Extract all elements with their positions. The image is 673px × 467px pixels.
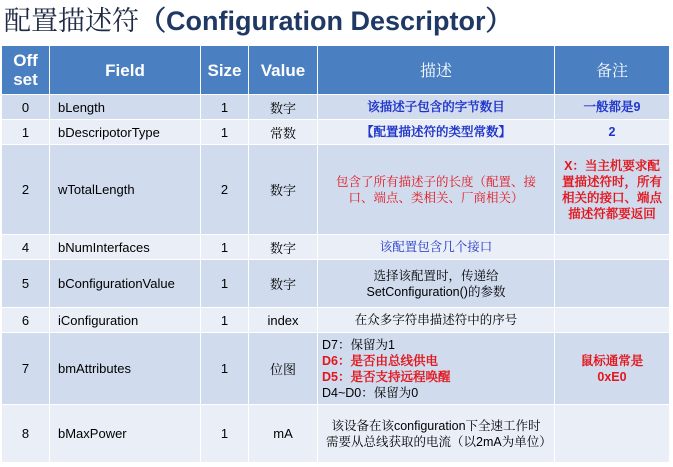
header-size: Size: [201, 46, 249, 95]
desc-line-d7: D7：保留为1: [322, 337, 395, 352]
cell-field: wTotalLength: [50, 145, 201, 235]
cell-offset: 2: [2, 145, 50, 235]
desc-line-d6: D6：是否由总线供电: [322, 353, 438, 368]
table-row: [2, 145, 670, 235]
cell-field: bmAttributes: [50, 333, 201, 405]
cell-size: 1: [201, 405, 249, 463]
cell-field: bLength: [50, 95, 201, 120]
header-value: Value: [249, 46, 318, 95]
cell-value: mA: [249, 405, 318, 463]
cell-description: [318, 333, 555, 405]
table-row: [2, 95, 670, 120]
page-title: [4, 2, 513, 40]
note-line-2: 0xE0: [597, 369, 627, 384]
cell-note: [555, 235, 670, 260]
table-row: [2, 333, 670, 405]
cell-field: bMaxPower: [50, 405, 201, 463]
cell-size: 2: [201, 145, 249, 235]
cell-note: 2: [555, 120, 670, 145]
table-row: [2, 308, 670, 333]
cell-size: 1: [201, 333, 249, 405]
cell-size: 1: [201, 235, 249, 260]
cell-value: 数字: [249, 260, 318, 308]
cell-size: 1: [201, 260, 249, 308]
cell-offset: 1: [2, 120, 50, 145]
cell-note: 一般都是9: [555, 95, 670, 120]
cell-value: 数字: [249, 95, 318, 120]
desc-line-d4-d0: D4~D0：保留为0: [322, 385, 419, 400]
cell-size: 1: [201, 95, 249, 120]
header-offset: Off set: [2, 46, 50, 95]
cell-offset: 6: [2, 308, 50, 333]
cell-value: 数字: [249, 145, 318, 235]
cell-field: iConfiguration: [50, 308, 201, 333]
cell-offset: 7: [2, 333, 50, 405]
cell-note: X：当主机要求配置描述符时，所有相关的接口、端点描述符都要返回: [555, 145, 670, 235]
cell-note: [555, 260, 670, 308]
cell-description: 【配置描述符的类型常数】: [318, 120, 555, 145]
cell-value: 常数: [249, 120, 318, 145]
descriptor-table: [1, 45, 670, 463]
cell-offset: 4: [2, 235, 50, 260]
title-english: （Configuration Descriptor）: [139, 6, 513, 36]
cell-description: 该设备在该configuration下全速工作时需要从总线获取的电流（以2mA为单位）: [318, 405, 555, 463]
cell-size: 1: [201, 120, 249, 145]
cell-field: bConfigurationValue: [50, 260, 201, 308]
cell-description: 包含了所有描述子的长度（配置、接口、端点、类相关、厂商相关）: [318, 145, 555, 235]
header-description: 描述: [318, 46, 555, 95]
cell-note: [555, 308, 670, 333]
table-row: [2, 235, 670, 260]
table-row: [2, 260, 670, 308]
cell-value: 数字: [249, 235, 318, 260]
note-line-1: 鼠标通常是: [580, 353, 644, 368]
cell-size: 1: [201, 308, 249, 333]
cell-field: bDescripotorType: [50, 120, 201, 145]
cell-offset: 0: [2, 95, 50, 120]
cell-note: [555, 405, 670, 463]
cell-offset: 5: [2, 260, 50, 308]
cell-description: 在众多字符串描述符中的序号: [318, 308, 555, 333]
desc-line-d5: D5：是否支持远程唤醒: [322, 369, 451, 384]
header-row: [2, 46, 670, 95]
cell-value: 位图: [249, 333, 318, 405]
cell-field: bNumInterfaces: [50, 235, 201, 260]
header-note: 备注: [555, 46, 670, 95]
table-row: [2, 405, 670, 463]
cell-description: 该配置包含几个接口: [318, 235, 555, 260]
cell-description: 选择该配置时，传递给SetConfiguration()的参数: [318, 260, 555, 308]
table-row: [2, 120, 670, 145]
cell-description: 该描述子包含的字节数目: [318, 95, 555, 120]
cell-note: [555, 333, 670, 405]
cell-value: index: [249, 308, 318, 333]
header-field: Field: [50, 46, 201, 95]
cell-offset: 8: [2, 405, 50, 463]
title-chinese: 配置描述符: [4, 6, 139, 37]
